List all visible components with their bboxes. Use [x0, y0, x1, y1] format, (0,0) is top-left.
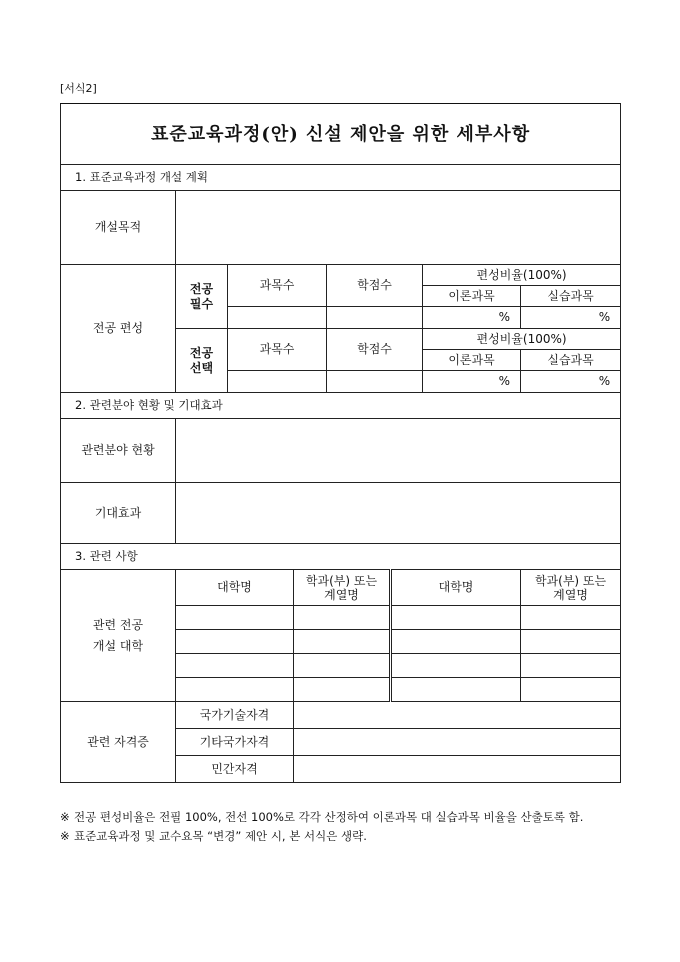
required-ratio-label: 편성비율(100%) [423, 265, 621, 286]
expected-effect-label: 기대효과 [61, 483, 176, 544]
required-credit-count-field[interactable] [327, 307, 423, 329]
required-course-count-label: 과목수 [228, 265, 327, 307]
univ-name-cell[interactable] [391, 654, 521, 678]
major-elective-label: 전공 선택 [176, 329, 228, 393]
univ-name-header-1: 대학명 [176, 570, 294, 606]
dept-name-cell[interactable] [521, 630, 621, 654]
composition-label: 전공 편성 [61, 265, 176, 393]
note-mark: ※ [60, 810, 70, 824]
elective-course-count-label: 과목수 [228, 329, 327, 371]
dept-name-cell[interactable] [294, 606, 391, 630]
elective-practice-percent[interactable]: % [521, 371, 621, 393]
elective-course-count-field[interactable] [228, 371, 327, 393]
dept-name-cell[interactable] [294, 678, 391, 702]
univ-name-cell[interactable] [176, 606, 294, 630]
elective-ratio-label: 편성비율(100%) [423, 329, 621, 350]
section-3-heading: 3. 관련 사항 [61, 544, 621, 570]
section-2-heading: 2. 관련분야 현황 및 기대효과 [61, 393, 621, 419]
footnote [60, 808, 625, 827]
expected-effect-field[interactable] [176, 483, 621, 544]
elective-theory-percent[interactable]: % [423, 371, 521, 393]
required-practice-percent[interactable]: % [521, 307, 621, 329]
univ-name-cell[interactable] [391, 606, 521, 630]
related-univ-label: 관련 전공 개설 대학 [61, 570, 176, 702]
elective-theory-label: 이론과목 [423, 350, 521, 371]
dept-name-header-2: 학과(부) 또는 계열명 [521, 570, 621, 606]
required-practice-label: 실습과목 [521, 286, 621, 307]
dept-name-cell[interactable] [521, 606, 621, 630]
footnote [60, 827, 625, 846]
dept-name-cell[interactable] [521, 654, 621, 678]
cert-other-national-field[interactable] [294, 729, 621, 756]
field-status-label: 관련분야 현황 [61, 419, 176, 483]
form-id: [서식2] [60, 82, 97, 95]
required-theory-label: 이론과목 [423, 286, 521, 307]
univ-name-cell[interactable] [176, 678, 294, 702]
dept-name-header-1: 학과(부) 또는 계열명 [294, 570, 391, 606]
proposal-form [60, 103, 620, 783]
elective-credit-count-label: 학점수 [327, 329, 423, 371]
form-table [60, 103, 621, 783]
dept-name-cell[interactable] [294, 630, 391, 654]
univ-name-cell[interactable] [176, 630, 294, 654]
elective-credit-count-field[interactable] [327, 371, 423, 393]
dept-name-cell[interactable] [294, 654, 391, 678]
form-title: 표준교육과정(안) 신설 제안을 위한 세부사항 [61, 104, 621, 165]
dept-name-cell[interactable] [521, 678, 621, 702]
major-required-label: 전공 필수 [176, 265, 228, 329]
univ-name-cell[interactable] [391, 630, 521, 654]
cert-other-national-label: 기타국가자격 [176, 729, 294, 756]
cert-label: 관련 자격증 [61, 702, 176, 783]
section-1-heading: 1. 표준교육과정 개설 계획 [61, 165, 621, 191]
univ-name-cell[interactable] [391, 678, 521, 702]
cert-national-tech-label: 국가기술자격 [176, 702, 294, 729]
elective-practice-label: 실습과목 [521, 350, 621, 371]
univ-name-cell[interactable] [176, 654, 294, 678]
required-theory-percent[interactable]: % [423, 307, 521, 329]
footnote-text: 표준교육과정 및 교수요목 “변경” 제안 시, 본 서식은 생략. [74, 829, 367, 843]
footnotes [60, 808, 625, 846]
cert-national-tech-field[interactable] [294, 702, 621, 729]
field-status-field[interactable] [176, 419, 621, 483]
note-mark: ※ [60, 829, 70, 843]
required-course-count-field[interactable] [228, 307, 327, 329]
purpose-label: 개설목적 [61, 191, 176, 265]
purpose-field[interactable] [176, 191, 621, 265]
cert-private-field[interactable] [294, 756, 621, 783]
required-credit-count-label: 학점수 [327, 265, 423, 307]
cert-private-label: 민간자격 [176, 756, 294, 783]
footnote-text: 전공 편성비율은 전필 100%, 전선 100%로 각각 산정하여 이론과목 대 실습과목 비율을 산출토록 함. [74, 810, 584, 824]
univ-name-header-2: 대학명 [391, 570, 521, 606]
